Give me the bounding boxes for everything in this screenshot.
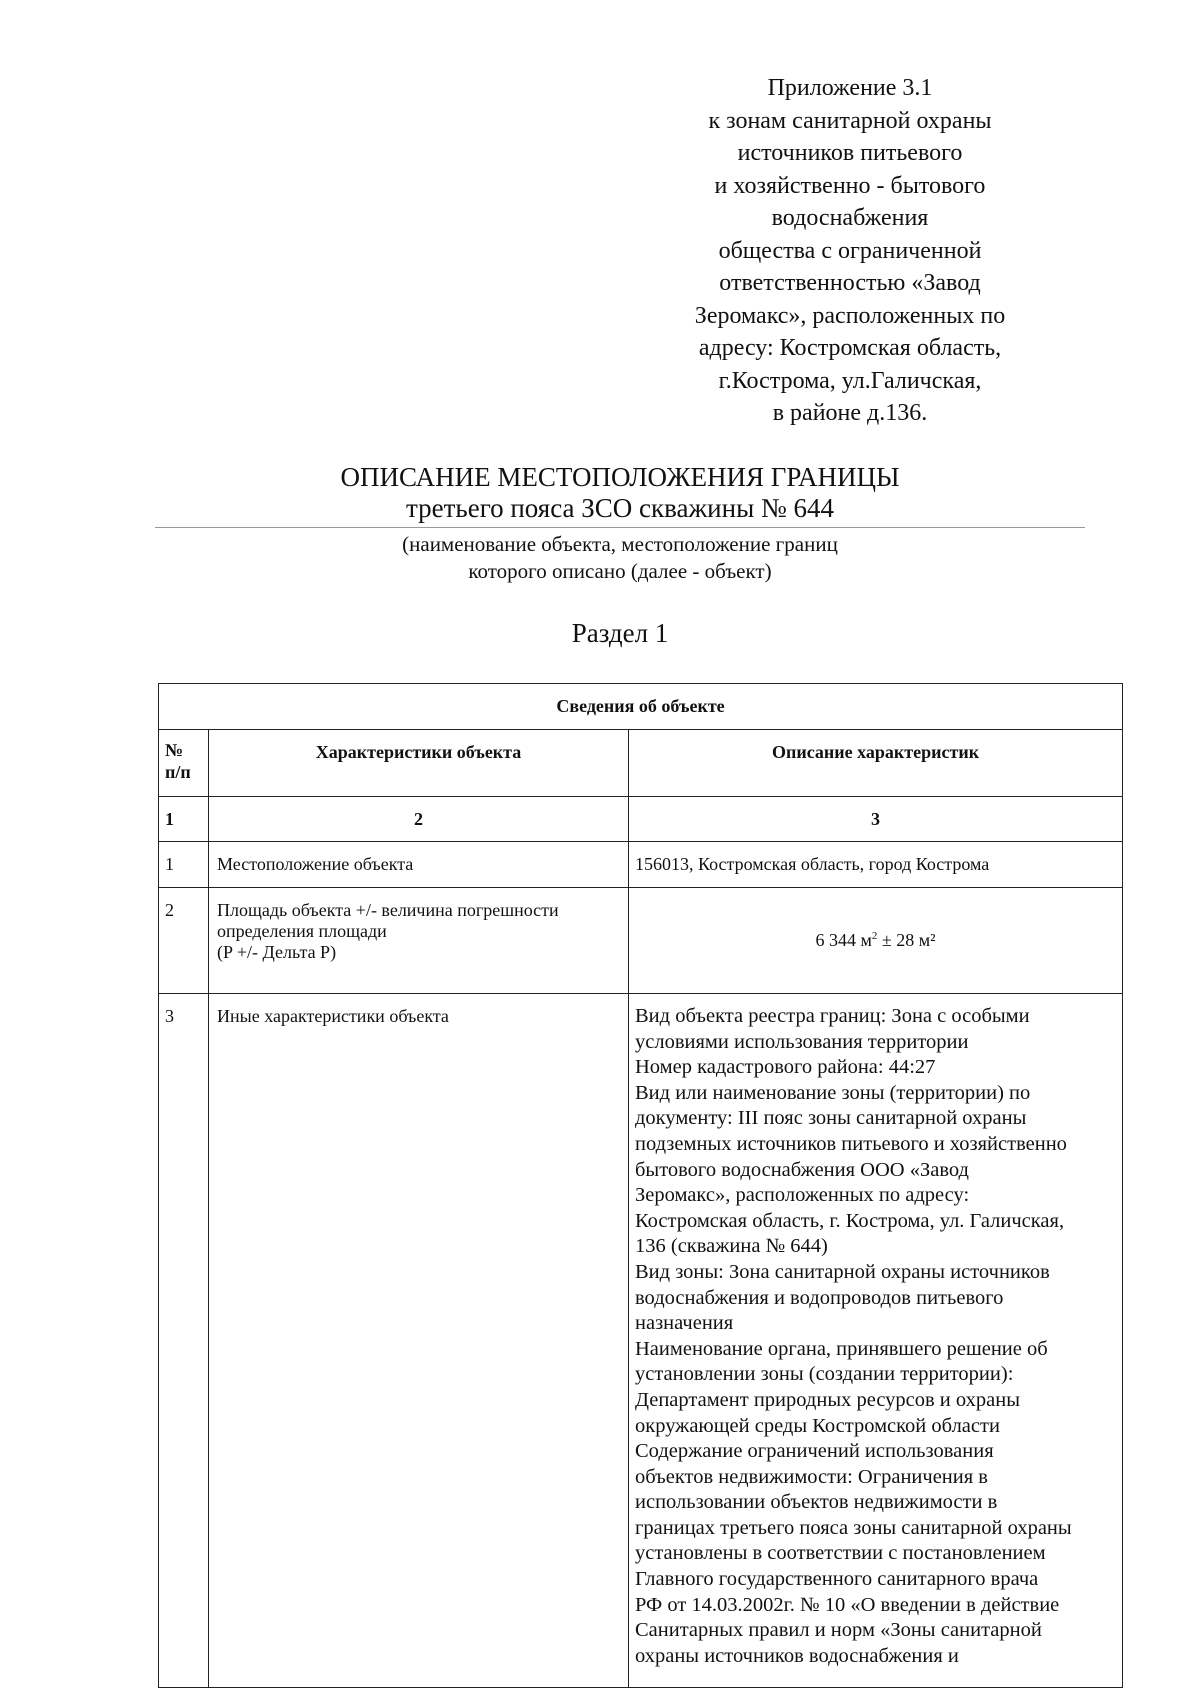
description-line: 136 (скважина № 644): [635, 1235, 828, 1258]
appendix-line: Приложение 3.1: [767, 75, 933, 101]
row-characteristic-line: (P +/- Дельта P): [217, 942, 337, 962]
description-line: использовании объектов недвижимости в: [635, 1491, 998, 1514]
description-line: установлены в соответствии с постановлением: [635, 1542, 1046, 1565]
section-heading: Раздел 1: [571, 618, 669, 648]
caption-line-2: которого описано (далее - объект): [468, 559, 772, 583]
row-number: 3: [159, 994, 209, 1688]
area-tolerance: ± 28 м²: [877, 930, 936, 950]
description-line: охраны источников водоснабжения и: [635, 1644, 959, 1667]
row-characteristic-line: определения площади: [217, 921, 387, 941]
table-row: [159, 994, 1123, 1688]
appendix-line: общества с ограниченной: [718, 237, 982, 264]
column-number: 3: [629, 797, 1123, 842]
description-line: РФ от 14.03.2002г. № 10 «О введении в действие: [635, 1593, 1060, 1616]
row-description: 156013, Костромская область, город Кострома: [629, 842, 1123, 888]
appendix-line: к зонам санитарной охраны: [708, 107, 992, 134]
document-title: [155, 462, 1085, 524]
row-characteristic: [209, 888, 629, 994]
column-header-no-line2: п/п: [165, 762, 191, 782]
title-underline: [155, 527, 1085, 528]
title-line-2: третьего пояса ЗСО скважины № 644: [406, 493, 834, 523]
description-line: условиями использования территории: [635, 1030, 969, 1053]
description-line: Костромская область, г. Кострома, ул. Галичская,: [635, 1209, 1065, 1232]
table-row: [159, 842, 1123, 888]
description-line: назначения: [635, 1312, 734, 1335]
description-line: Главного государственного санитарного врача: [635, 1568, 1039, 1591]
row-characteristic: Иные характеристики объекта: [209, 994, 629, 1688]
table-row: [159, 888, 1123, 994]
column-number: 2: [209, 797, 629, 842]
appendix-line: и хозяйственно - бытового: [714, 172, 986, 199]
column-header-description: Описание характеристик: [629, 730, 1123, 797]
column-header-row: [159, 730, 1123, 797]
description-line: водоснабжения и водопроводов питьевого: [635, 1286, 1004, 1309]
description-line: подземных источников питьевого и хозяйственно: [635, 1132, 1067, 1155]
row-characteristic-line: Площадь объекта +/- величина погрешности: [217, 900, 559, 920]
column-number-row: [159, 797, 1123, 842]
area-unit-power: 2: [871, 930, 878, 942]
row-number: 1: [159, 842, 209, 888]
description-line: Вид зоны: Зона санитарной охраны источников: [635, 1260, 1050, 1283]
appendix-line: г.Кострома, ул.Галичская,: [718, 367, 982, 394]
title-caption: [155, 531, 1085, 585]
description-line: бытового водоснабжения ООО «Завод: [635, 1158, 969, 1181]
description-line: Наименование органа, принявшего решение об: [635, 1337, 1048, 1360]
row-description-long: [629, 994, 1123, 1688]
row-characteristic: Местоположение объекта: [209, 842, 629, 888]
description-line: Вид объекта реестра границ: Зона с особыми: [635, 1005, 1030, 1027]
appendix-line: адресу: Костромская область,: [698, 335, 1002, 361]
description-line: документу: III пояс зоны санитарной охраны: [635, 1107, 1027, 1130]
table-header: Сведения об объекте: [159, 684, 1123, 730]
appendix-line: водоснабжения: [771, 205, 929, 231]
description-line: Содержание ограничений использования: [635, 1440, 994, 1463]
appendix-line: в районе д.136.: [772, 400, 928, 426]
description-line: объектов недвижимости: Ограничения в: [635, 1465, 988, 1488]
description-line: окружающей среды Костромской области: [635, 1414, 1000, 1437]
appendix-line: Зеромакс», расположенных по: [694, 302, 1006, 329]
description-line: Департамент природных ресурсов и охраны: [635, 1388, 1020, 1411]
row-description-area: [629, 888, 1123, 994]
column-header-characteristics: Характеристики объекта: [209, 730, 629, 797]
caption-line-1: (наименование объекта, местоположение границ: [402, 532, 838, 556]
column-number: 1: [159, 797, 209, 842]
description-line: границах третьего пояса зоны санитарной охраны: [635, 1516, 1072, 1539]
area-value: 6 344 м: [815, 930, 872, 950]
column-header-no: [159, 730, 209, 797]
column-header-no-line1: №: [165, 740, 184, 760]
description-line: установлении зоны (создании территории):: [635, 1363, 1014, 1386]
description-line: Номер кадастрового района: 44:27: [635, 1056, 936, 1079]
appendix-line: ответственностью «Завод: [719, 270, 981, 296]
row-number: 2: [159, 888, 209, 994]
appendix-line: источников питьевого: [737, 140, 963, 166]
description-line: Санитарных правил и норм «Зоны санитарной: [635, 1619, 1042, 1642]
table-header-row: [159, 684, 1123, 730]
title-line-1: ОПИСАНИЕ МЕСТОПОЛОЖЕНИЯ ГРАНИЦЫ: [340, 462, 900, 492]
description-line: Вид или наименование зоны (территории) по: [635, 1081, 1031, 1104]
description-line: Зеромакс», расположенных по адресу:: [635, 1184, 970, 1207]
appendix-block: [640, 72, 1060, 430]
object-info-table: [158, 683, 1123, 1688]
